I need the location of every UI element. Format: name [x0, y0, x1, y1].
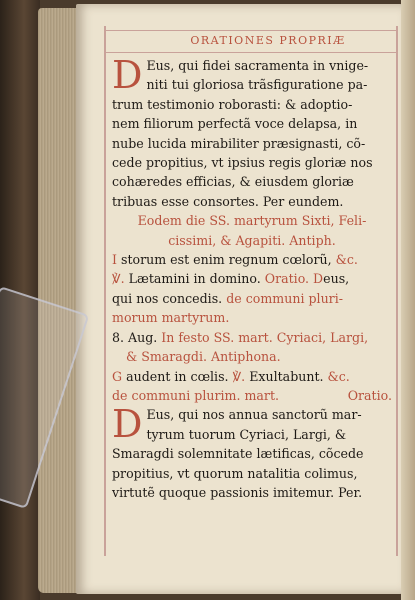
rubric-span: Oratio.: [347, 387, 392, 403]
initial-letter: G: [112, 368, 123, 384]
rubric-feast-sixti: [112, 211, 392, 250]
margin-rule-left: [104, 26, 106, 556]
rubric-span: In festo SS. mart. Cyriaci, Largi,: [161, 329, 369, 345]
oratio-first: [112, 53, 392, 211]
rubric-line: & Smaragdi. Antiphona.: [126, 349, 281, 365]
text-line: propitius, vt quorum natalitia colimus,: [112, 465, 358, 481]
text-block: [112, 53, 392, 502]
running-header: ORATIONES PROPRIÆ: [190, 34, 346, 47]
text-line: nem filiorum perfectã voce delapsa, in: [112, 116, 358, 132]
facing-page-edge: [401, 0, 415, 600]
rubric-span: de communi pluri-: [226, 290, 343, 306]
margin-rule-top: [104, 30, 398, 31]
text-line: tribuas esse consortes. Per eundem.: [112, 193, 344, 209]
text-span: Exultabunt.: [249, 368, 328, 384]
oratio-second: [112, 402, 392, 502]
rubric-span: de communi plurim. mart.: [112, 387, 280, 403]
text-span: audent in cœlis.: [126, 368, 233, 384]
text-line: Smaragdi solemnitate lætificas, cõcede: [112, 446, 364, 462]
text-span: storum est enim regnum cœlorũ,: [121, 252, 336, 268]
text-line: niti tui gloriosa trãsfiguratione pa-: [146, 77, 368, 93]
text-span: eus,: [323, 271, 350, 287]
antiphon-istorum: [112, 250, 392, 328]
rubric-span: Oratio. D: [264, 271, 324, 287]
rubric-line: morum martyrum.: [112, 310, 230, 326]
text-line: nube lucida mirabiliter præsignasti, cõ-: [112, 135, 366, 151]
text-line: virtutẽ quoque passionis imitemur. Per.: [112, 484, 363, 500]
text-span: Lætamini in domino.: [128, 271, 265, 287]
antiphon-gaudent: [112, 367, 392, 406]
text-line: tyrum tuorum Cyriaci, Largi, &: [146, 426, 347, 442]
text-line: cede propitius, vt ipsius regis gloriæ nos: [112, 155, 373, 171]
feast-cyriaci: [112, 328, 392, 367]
text-line: cohæredes efficias, & eiusdem gloriæ: [112, 174, 354, 190]
rubric-line: cissimi, & Agapiti. Antiph.: [168, 232, 336, 248]
versicle-sign: ℣.: [112, 271, 129, 287]
versicle-sign: ℣.: [232, 368, 250, 384]
drop-cap-initial: D: [112, 53, 143, 97]
rubric-line: Eodem die SS. martyrum Sixti, Feli-: [137, 213, 367, 229]
text-line: Eus, qui nos annua sanctorũ mar-: [146, 407, 362, 423]
rubric-span: &c.: [327, 368, 350, 384]
initial-letter: I: [112, 252, 117, 268]
drop-cap-initial: D: [112, 402, 143, 447]
text-line: trum testimonio roborasti: & adoptio-: [112, 96, 353, 112]
header-rule: [104, 52, 398, 53]
rubric-span: &c.: [335, 252, 358, 268]
text-span: qui nos concedis.: [112, 290, 227, 306]
feast-date: 8. Aug.: [112, 329, 162, 345]
margin-rule-right: [396, 26, 398, 556]
text-line: Eus, qui fidei sacramenta in vnige-: [146, 58, 369, 73]
